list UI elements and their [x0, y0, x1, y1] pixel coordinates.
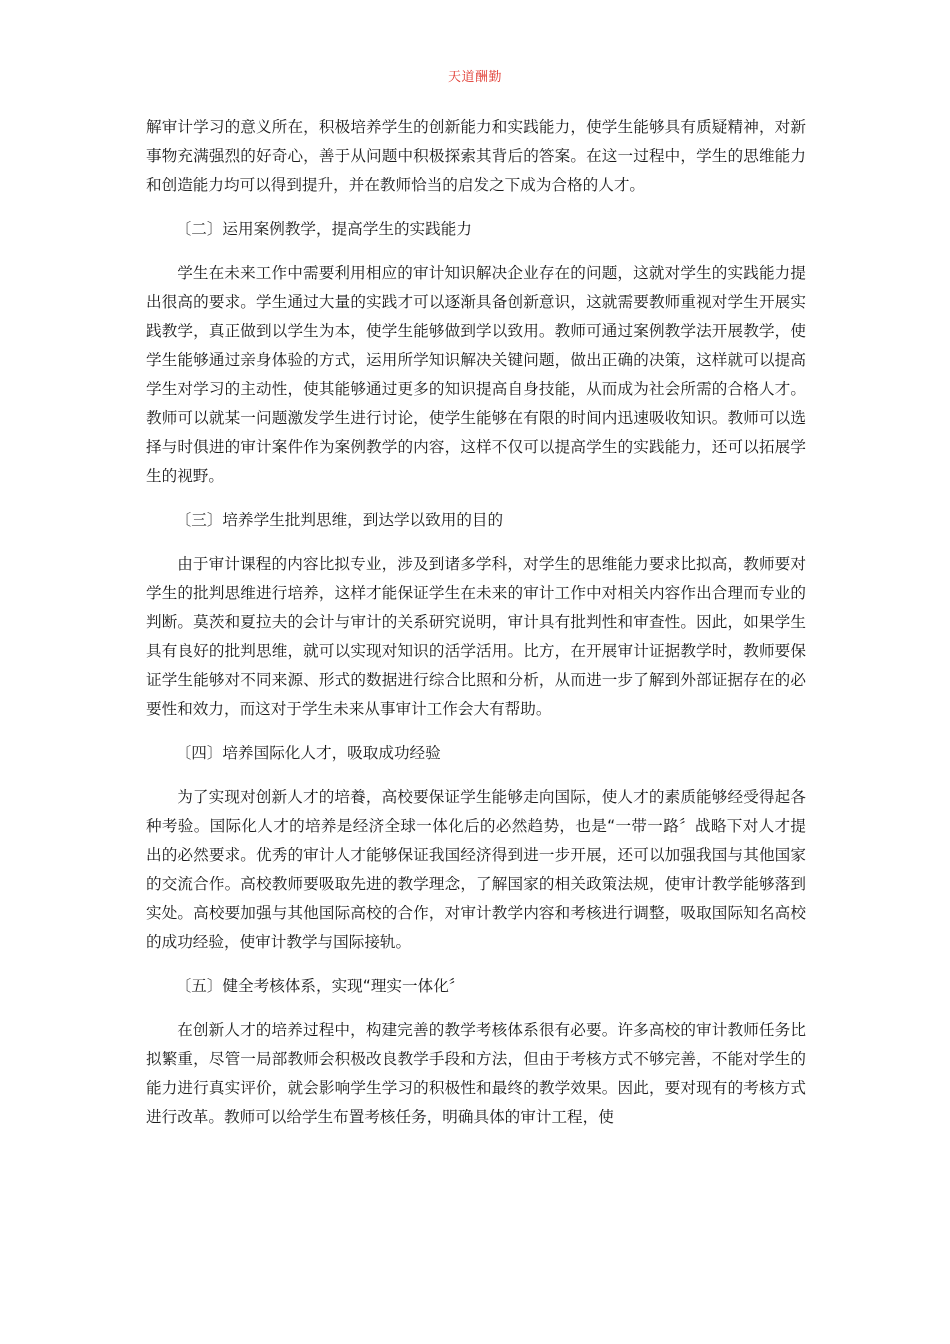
section-heading: 〔二〕运用案例教学，提高学生的实践能力 — [175, 220, 472, 238]
body-paragraph: 学生在未来工作中需要利用相应的审计知识解决企业存在的问题，这就对学生的实践能力提出很高的要求。学生通过大量的实践才可以逐渐具备创新意识，这就需要教师重视对学生开展实践教学，真正做到以学生为本，使学生能够做到学以致用。教师可通过案例教学法开展教学，使学生能够通过亲身体验的方式，运用所学知识解决关键问题，做出正确的决策，这样就可以提高学生对学习的主动性，使其能够通过更多的知识提高自身技能，从而成为社会所需的合格人才。教师可以就某一问题激发学生进行讨论，使学生能够在有限的时间内迅速吸收知识。教师可以选择与时俱进的审计案件作为案例教学的内容，这样不仅可以提高学生的实践能力，还可以拓展学生的视野。 — [146, 264, 806, 485]
body-paragraph: 为了实现对创新人才的培養，高校要保证学生能够走向国际，使人才的素质能够经受得起各种考验。国际化人才的培养是经济全球一体化后的必然趋势，也是“一带一路〞战略下对人才提出的必然要求。优秀的审计人才能够保证我国经济得到进一步开展，还可以加强我国与其他国家的交流合作。高校教师要吸取先进的教学理念，了解国家的相关政策法规，使审计教学能够落到实处。高校要加强与其他国际高校的合作，对审计教学内容和考核进行调整，吸取国际知名高校的成功经验，使审计教学与国际接轨。 — [146, 788, 806, 951]
body-paragraph: 在创新人才的培养过程中，构建完善的教学考核体系很有必要。许多高校的审计教师任务比拟繁重，尽管一局部教师会积极改良教学手段和方法，但由于考核方式不够完善，不能对学生的能力进行真实评价，就会影响学生学习的积极性和最终的教学效果。因此，要对现有的考核方式进行改革。教师可以给学生布置考核任务，明确具体的审计工程，使 — [146, 1021, 806, 1126]
body-paragraph: 解审计学习的意义所在，积极培养学生的创新能力和实践能力，使学生能够具有质疑精神，对新事物充满强烈的好奇心，善于从问题中积极探索其背后的答案。在这一过程中，学生的思维能力和创造能力均可以得到提升，并在教师恰当的启发之下成为合格的人才。 — [146, 118, 806, 194]
section-heading: 〔五〕健全考核体系，实现“理实一体化〞 — [175, 977, 465, 995]
body-paragraph: 由于审计课程的内容比拟专业，涉及到诸多学科，对学生的思维能力要求比拟高，教师要对学生的批判思维进行培养，这样才能保证学生在未来的审计工作中对相关内容作出合理而专业的判断。莫茨和夏拉夫的会计与审计的关系研究说明，审计具有批判性和审查性。因此，如果学生具有良好的批判思维，就可以实现对知识的活学活用。比方，在开展审计证据教学时，教师要保证学生能够对不同来源、形式的数据进行综合比照和分析，从而进一步了解到外部证据存在的必要性和效力，而这对于学生未来从事审计工作会大有帮助。 — [146, 555, 806, 718]
page-header: 天道酬勤 — [447, 70, 502, 85]
document-body — [146, 113, 806, 1147]
section-heading: 〔四〕培养国际化人才，吸取成功经验 — [175, 744, 441, 762]
section-heading: 〔三〕培养学生批判思维，到达学以致用的目的 — [175, 511, 504, 529]
